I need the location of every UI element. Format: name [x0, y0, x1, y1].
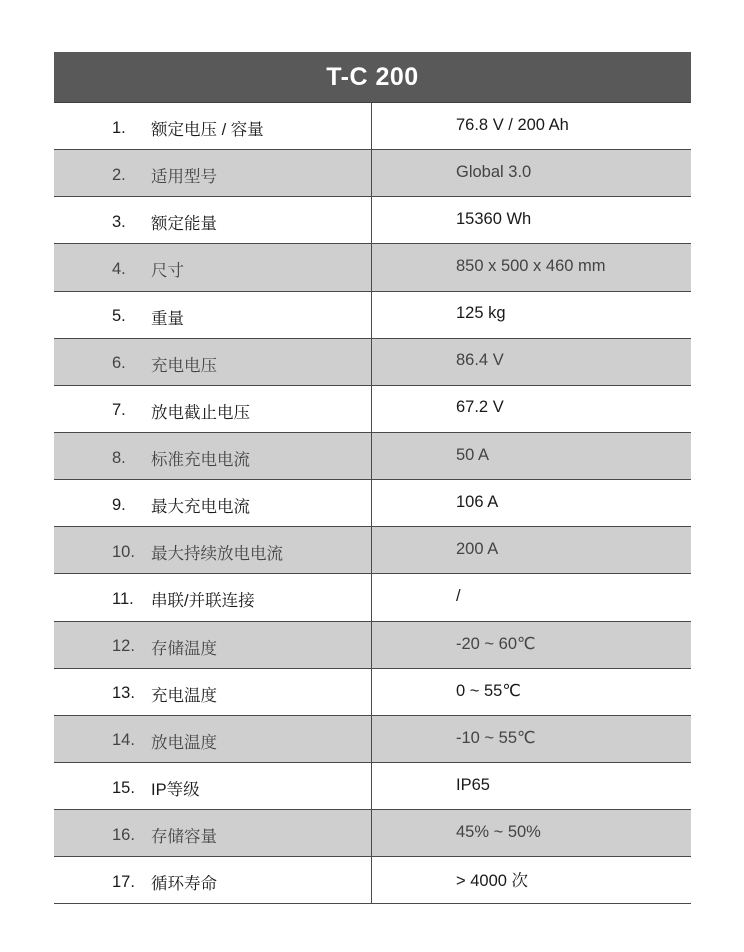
spec-label: 标准充电电流: [151, 451, 250, 470]
spec-label-cell: [54, 763, 372, 809]
table-row: [54, 292, 691, 339]
row-number: 9.: [112, 495, 126, 514]
spec-label: 串联/并联连接: [151, 592, 255, 611]
spec-label: 存储温度: [151, 639, 217, 658]
row-number: 13.: [112, 684, 135, 703]
row-number: 1.: [112, 118, 126, 137]
spec-value: 76.8 V / 200 Ah: [456, 115, 569, 134]
spec-value: 200 A: [456, 539, 499, 558]
spec-label: 充电温度: [151, 686, 217, 705]
row-number: 3.: [112, 212, 126, 231]
spec-value: Global 3.0: [456, 162, 532, 181]
spec-value: 67.2 V: [456, 398, 504, 417]
row-number: 4.: [112, 259, 126, 278]
spec-label: 额定电压 / 容量: [151, 121, 264, 140]
spec-label-cell: [54, 622, 372, 668]
table-row: [54, 197, 691, 244]
spec-value: -10 ~ 55℃: [456, 728, 536, 747]
spec-label-cell: [54, 433, 372, 479]
spec-table: [54, 52, 691, 904]
spec-value: 125 kg: [456, 304, 506, 323]
table-row: [54, 763, 691, 810]
spec-label-cell: [54, 103, 372, 149]
spec-label-cell: [54, 716, 372, 762]
spec-label: 放电截止电压: [151, 403, 250, 422]
row-number: 12.: [112, 637, 135, 656]
table-row: [54, 386, 691, 433]
table-row: [54, 339, 691, 386]
spec-value: 45% ~ 50%: [456, 822, 541, 841]
spec-label-cell: [54, 244, 372, 290]
row-number: 17.: [112, 872, 135, 891]
table-row: [54, 622, 691, 669]
table-row: [54, 857, 691, 904]
table-row: [54, 244, 691, 291]
spec-rows: [54, 103, 691, 904]
spec-label-cell: [54, 574, 372, 620]
table-row: [54, 527, 691, 574]
spec-value: -20 ~ 60℃: [456, 634, 536, 653]
spec-label-cell: [54, 339, 372, 385]
spec-label-cell: [54, 669, 372, 715]
spec-label: 充电电压: [151, 356, 217, 375]
spec-label: 最大持续放电电流: [151, 545, 283, 564]
spec-value: /: [456, 586, 461, 605]
spec-value: 86.4 V: [456, 351, 504, 370]
spec-value: IP65: [456, 775, 490, 794]
spec-label-cell: [54, 480, 372, 526]
spec-label-cell: [54, 386, 372, 432]
spec-value: 106 A: [456, 492, 499, 511]
spec-label: 放电温度: [151, 733, 217, 752]
table-row: [54, 669, 691, 716]
table-row: [54, 574, 691, 621]
row-number: 8.: [112, 448, 126, 467]
spec-label: 尺寸: [151, 262, 184, 281]
spec-value: > 4000 次: [456, 872, 529, 891]
spec-label-cell: [54, 810, 372, 856]
spec-value: 850 x 500 x 460 mm: [456, 256, 606, 275]
spec-label: 适用型号: [151, 168, 217, 187]
row-number: 10.: [112, 542, 135, 561]
table-title: T-C 200: [54, 52, 691, 103]
spec-label-cell: [54, 527, 372, 573]
row-number: 2.: [112, 165, 126, 184]
spec-label-cell: [54, 197, 372, 243]
table-row: [54, 433, 691, 480]
spec-label-cell: [54, 857, 372, 903]
row-number: 7.: [112, 401, 126, 420]
spec-value: 0 ~ 55℃: [456, 681, 521, 700]
row-number: 5.: [112, 307, 126, 326]
spec-value: 50 A: [456, 445, 490, 464]
row-number: 15.: [112, 778, 135, 797]
spec-label: 存储容量: [151, 828, 217, 847]
spec-label: IP等级: [151, 781, 200, 800]
table-row: [54, 480, 691, 527]
spec-label: 重量: [151, 309, 184, 328]
spec-value: 15360 Wh: [456, 209, 532, 228]
table-row: [54, 150, 691, 197]
spec-label: 额定能量: [151, 215, 217, 234]
spec-label-cell: [54, 150, 372, 196]
row-number: 11.: [112, 589, 134, 608]
spec-label: 循环寿命: [151, 875, 217, 894]
table-row: [54, 103, 691, 150]
table-row: [54, 716, 691, 763]
row-number: 16.: [112, 825, 135, 844]
row-number: 14.: [112, 731, 135, 750]
table-row: [54, 810, 691, 857]
row-number: 6.: [112, 354, 126, 373]
spec-label-cell: [54, 292, 372, 338]
spec-label: 最大充电电流: [151, 498, 250, 517]
